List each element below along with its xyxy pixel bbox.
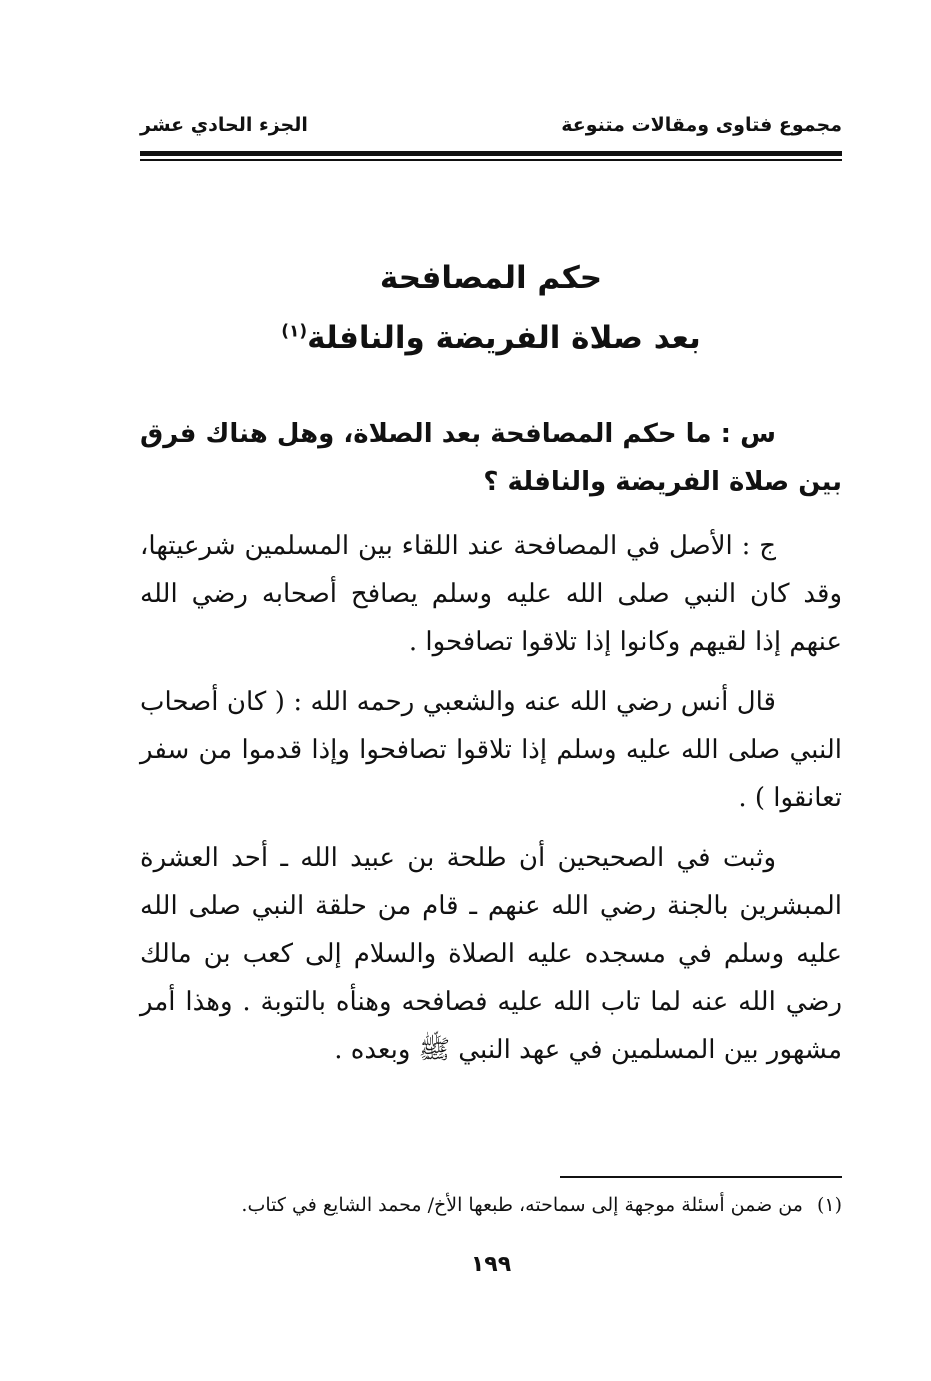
chapter-title [140,248,842,368]
question-paragraph: س : ما حكم المصافحة بعد الصلاة، وهل هناك فرق بين صلاة الفريضة والنافلة ؟ [140,419,842,497]
chapter-title-line-1: حكم المصافحة [379,260,603,296]
sahihayn-paragraph: وثبت في الصحيحين أن طلحة بن عبيد الله ـ أحد العشرة المبشرين بالجنة رضي الله عنهم ـ قام من حلقة النبي صلى الله عليه وسلم في مسجده عليه الصلاة والسلام إلى كعب بن مالك رضي الله عنه لما تاب الله عليه فصافحه وهنأه بالتوبة . وهذا أمر مشهور بين المسلمين في عهد النبي ﷺ وبعده . [140,843,842,1065]
page-number: ١٩٩ [470,1252,512,1277]
header-book-title: مجموع فتاوى ومقالات متنوعة [561,114,842,136]
footnote-text: من ضمن أسئلة موجهة إلى سماحته، طبعها الأخ/ محمد الشايع في كتاب. [241,1194,803,1216]
answer-paragraph: ج : الأصل في المصافحة عند اللقاء بين المسلمين شرعيتها، وقد كان النبي صلى الله عليه وسلم يصافح أصحابه رضي الله عنهم إذا لقيهم وكانوا إذا تلاقوا تصافحوا . [140,531,842,657]
header-rule-thin [140,159,842,161]
running-header [140,106,842,146]
header-rule-thick [140,151,842,156]
footnote-number: (١) [816,1194,842,1216]
header-part-label: الجزء الحادي عشر [140,114,308,136]
footnote [140,1190,842,1220]
footnote-reference-marker[interactable]: (١) [281,321,308,342]
anas-quote-paragraph: قال أنس رضي الله عنه والشعبي رحمه الله : ( كان أصحاب النبي صلى الله عليه وسلم إذا تلاقوا تصافحوا وإذا قدموا من سفر تعانقوا ) . [140,687,842,813]
chapter-title-line-2-text: بعد صلاة الفريضة والنافلة [307,320,701,356]
body-text [140,410,842,1086]
chapter-title-line-2 [140,308,842,368]
footnote-separator [560,1176,842,1178]
